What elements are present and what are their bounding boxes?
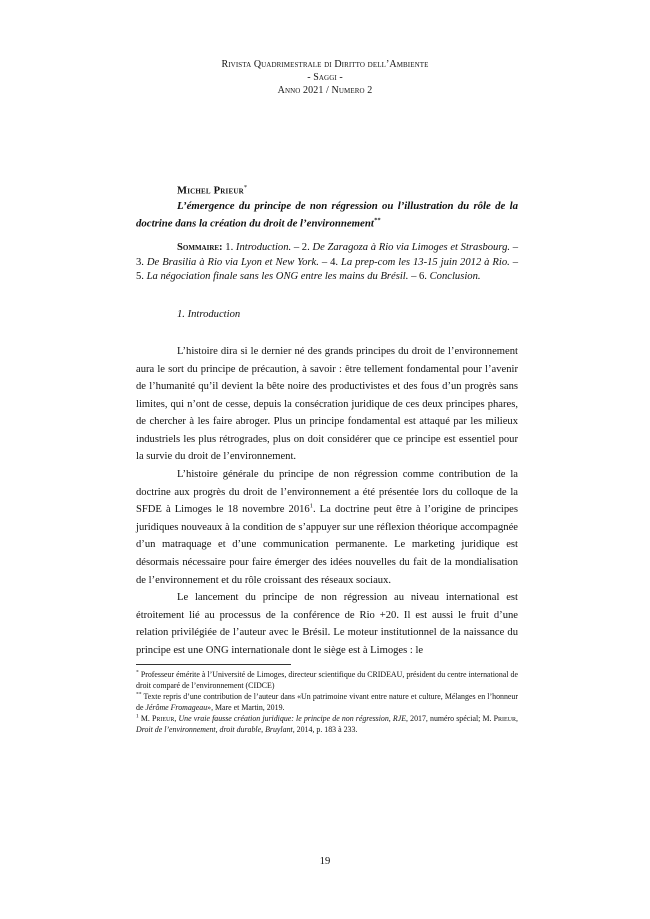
section-heading: 1. Introduction (177, 309, 241, 320)
toc-label: Sommaire: (177, 242, 223, 253)
issue-label: Anno 2021 / Numero 2 (277, 85, 373, 97)
footnotes (136, 670, 518, 735)
body-text (136, 343, 518, 659)
article-title-text: L’émergence du principe de non régression ou l’illustration du rôle de la doctrine dans la création du droit de l’environnement (136, 200, 518, 230)
toc-item: – 3. De Brasilia à Rio via Lyon et New York. (136, 242, 518, 268)
article-title (136, 199, 518, 231)
toc-item: – 4. La prep-com les 13-15 juin 2012 à Rio. (321, 256, 510, 268)
title-footnote-mark: ** (373, 216, 381, 224)
author-line (177, 184, 518, 197)
footnote: $^1$ M. Prieur, Une vraie fausse création juridique: le principe de non régression, RJE, 2017, numéro spécial; M. Prieur, Droit de l’environnement, droit durable, Bruylant, 2014, p. 183 à 233. (136, 713, 518, 734)
toc-item: – 2. De Zaragoza à Rio via Limoges et Strasbourg. (293, 242, 511, 253)
toc-item: – 5. La négociation finale sans les ONG entre les mains du Brésil. (136, 256, 519, 283)
paragraph: L’histoire dira si le dernier né des grands principes du droit de l’environnement aura le sort du principe de précaution, à savoir : être tellement fondamental pour l’avenir de l’humanité qu’il devient la bête noire des productivistes et des fous d’un progrès sans limites, qui n’ont de cesse, depuis la consécration juridique de ces deux principes phares, de chercher à les faire abroger. Plus un principe fondamental est attaqué par les milieux industriels les plus rétrogrades, plus on doit considérer que ce principe est essentiel pour la survie du droit de l’environnement. (136, 346, 518, 463)
author-footnote-mark: * (243, 184, 248, 191)
footnote-divider (136, 664, 291, 665)
table-of-contents (136, 241, 518, 285)
footnote-ref: 1 (309, 502, 313, 510)
footnote: * Professeur émérite à l’Université de Limoges, directeur scientifique du CRIDEAU, président du centre international de droit comparé de l’environnement (CIDCE) (136, 669, 518, 690)
toc-item: – 6. Conclusion. (411, 271, 481, 283)
page-number: 19 (319, 856, 331, 867)
footnote: ** Texte repris d’une contribution de l’auteur dans «Un patrimoine vivant entre nature et culture, Mélanges en l’honneur de Jérôme Fromageau», Mare et Martin, 2019. (136, 691, 518, 712)
paragraph: Le lancement du principe de non régression au niveau international est étroitement lié au processus de la conférence de Rio +20. Il est aussi le fruit d’une relation privilégiée de l’auteur avec le Brésil. Le moteur institutionnel de la naissance du principe est une ONG internationale dont le siège est à Limoges : le (136, 592, 518, 656)
running-head (0, 58, 650, 98)
section-label: - Saggi - (307, 72, 343, 84)
toc-item: 1. Introduction. (225, 242, 292, 253)
author-name: Michel Prieur (177, 185, 244, 197)
paragraph: L’histoire générale du principe de non régression comme contribution de la doctrine aux progrès du droit de l’environnement a été présentée lors du colloque de la SFDE à Limoges le 18 novembre 2016$^1$. La doctrine peut être à l’origine de principes juridiques nouveaux à la condition de s’appuyer sur une réflexion théorique accompagnée d’un matraquage et d’une communication permanente. Le marketing juridique est désormais nécessaire pour faire émerger des idées nouvelles du fait de la mondialisation de l’environnement et du rôle croissant des réseaux sociaux. (136, 469, 518, 586)
journal-title: Rivista Quadrimestrale di Diritto dell’Ambiente (221, 59, 429, 70)
